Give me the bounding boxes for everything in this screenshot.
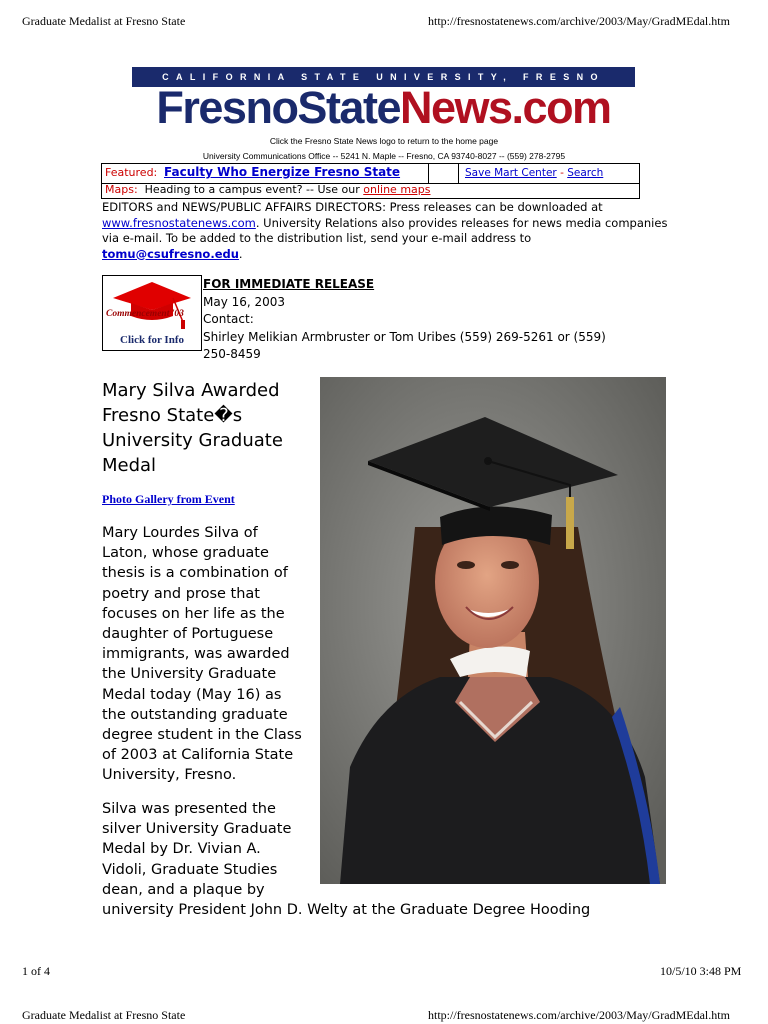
release-heading: FOR IMMEDIATE RELEASE [203, 277, 375, 291]
para-line: Silva was presented the [102, 801, 276, 817]
email-link[interactable]: tomu@csufresno.edu [102, 246, 239, 261]
headline-line: Medal [102, 455, 157, 476]
editors-line-2-rest: . University Relations also provides releases for news media companies [255, 215, 668, 230]
print-header-url: http://fresnostatenews.com/archive/2003/May/GradMEdal.htm [428, 14, 730, 28]
commencement-word: Commencement [106, 309, 170, 319]
banner-name-part2: News.com [399, 82, 611, 133]
para-line: degree student in the Class [102, 727, 302, 744]
print-header-title-next: Graduate Medalist at Fresno State [22, 1008, 186, 1022]
office-line: University Communications Office -- 5241 N. Maple -- Fresno, CA 93740-8027 -- (559) 278-2795 [202, 151, 566, 161]
para-line: Vidoli, Graduate Studies [102, 861, 278, 878]
search-link[interactable]: Search [567, 167, 604, 179]
nav-divider-2 [458, 164, 459, 183]
para-line: Mary Lourdes Silva of [102, 525, 258, 541]
commencement-year: '03 [171, 309, 184, 319]
para-line: the outstanding graduate [102, 706, 288, 723]
para-line: silver University Graduate [102, 821, 292, 838]
para-line: daughter of Portuguese [102, 626, 274, 643]
release-info [203, 276, 606, 364]
para-line: Laton, whose graduate [102, 545, 269, 562]
para-line: dean, and a plaque by [102, 881, 265, 898]
para-line: University, Fresno. [102, 767, 237, 784]
maps-text: Heading to a campus event? -- Use our [144, 183, 360, 196]
release-date: May 16, 2003 [203, 294, 286, 309]
graduate-portrait-image [320, 377, 666, 884]
para-line: immigrants, was awarded [102, 646, 290, 663]
para-line: focuses on her life as the [102, 605, 285, 622]
save-mart-center-link[interactable]: Save Mart Center [465, 167, 557, 179]
maps-line [105, 183, 431, 196]
print-datetime: 10/5/10 3:48 PM [660, 964, 742, 978]
photo-gallery-link[interactable]: Photo Gallery from Event [102, 492, 235, 506]
featured-link[interactable]: Faculty Who Energize Fresno State [164, 165, 401, 179]
para-line: of 2003 at California State [102, 747, 294, 764]
article-paragraph-1 [102, 523, 302, 786]
graduate-portrait-photo [320, 377, 666, 884]
print-header-url-next: http://fresnostatenews.com/archive/2003/May/GradMEdal.htm [428, 1008, 730, 1022]
editors-period: . [238, 246, 243, 261]
para-line: Medal by Dr. Vivian A. [102, 841, 261, 858]
article-headline [102, 378, 310, 478]
maps-row [101, 182, 640, 199]
para-line: thesis is a combination of [102, 565, 288, 582]
headline-line: Fresno State�s [102, 405, 243, 426]
click-for-info: Click for Info [120, 334, 184, 346]
contact-line-1: Shirley Melikian Armbruster or Tom Uribes (559) 269-5261 or (559) [203, 329, 606, 344]
page-number: 1 of 4 [22, 964, 50, 978]
print-header-title: Graduate Medalist at Fresno State [22, 14, 186, 28]
contact-line-2: 250-8459 [203, 347, 261, 361]
quick-links [465, 167, 603, 179]
fresnostatenews-link[interactable]: www.fresnostatenews.com [102, 215, 256, 230]
editors-line-3: via e-mail. To be added to the distribution list, send your e-mail address to [102, 231, 532, 245]
maps-label: Maps: [105, 183, 138, 196]
editors-line-4 [102, 247, 702, 263]
editors-note [102, 200, 702, 262]
commencement-label [106, 309, 184, 319]
banner-university-name: CALIFORNIA STATE UNIVERSITY, FRESNO [132, 67, 635, 87]
link-separator: - [560, 167, 564, 179]
para-line: Medal today (May 16) as [102, 686, 282, 703]
banner-name-part1: FresnoState [156, 82, 400, 133]
para-line: poetry and prose that [102, 585, 260, 602]
para-line: university President John D. Welty at the Graduate Degree Hooding [102, 902, 591, 919]
banner-caption: Click the Fresno State News logo to return to the home page [269, 136, 499, 146]
commencement-logo[interactable] [102, 275, 202, 351]
headline-line: University Graduate [102, 430, 283, 451]
contact-label: Contact: [203, 312, 254, 326]
fresno-state-news-logo[interactable] [132, 67, 635, 133]
nav-divider-1 [428, 164, 429, 183]
editors-line-2 [102, 216, 702, 232]
featured-row [101, 163, 640, 184]
featured-label: Featured: [105, 166, 158, 179]
editors-line-1: EDITORS and NEWS/PUBLIC AFFAIRS DIRECTORS: Press releases can be downloaded at [102, 200, 603, 214]
online-maps-link[interactable]: online maps [363, 183, 431, 196]
banner-site-name [132, 82, 635, 133]
para-line: the University Graduate [102, 666, 277, 683]
headline-line: Mary Silva Awarded [102, 380, 280, 401]
